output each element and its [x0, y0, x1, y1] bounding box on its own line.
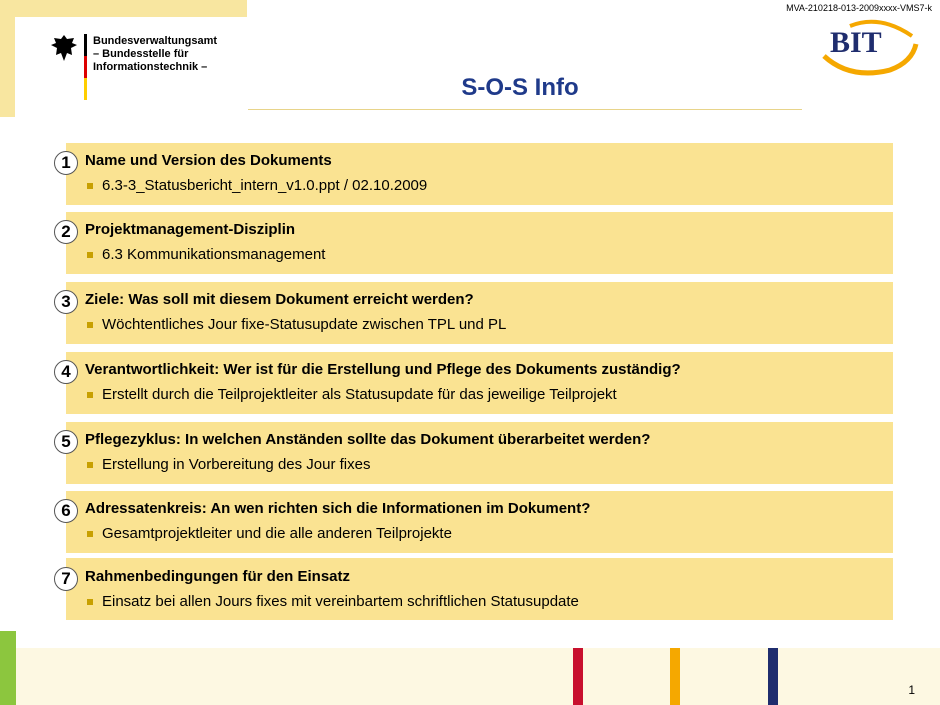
logo-line-1: Bundesverwaltungsamt	[93, 35, 218, 47]
section-heading-6: Adressatenkreis: An wen richten sich die Informationen im Dokument?	[85, 500, 591, 517]
section-number-4: 4	[54, 360, 78, 384]
section-heading-1: Name und Version des Dokuments	[85, 152, 332, 169]
footer-blue-bar	[768, 648, 778, 705]
section-number-7: 7	[54, 567, 78, 591]
section-heading-7: Rahmenbedingungen für den Einsatz	[85, 568, 351, 585]
bullet-icon	[87, 531, 93, 537]
page-number: 1	[908, 683, 915, 697]
bullet-icon	[87, 599, 93, 605]
left-accent-strip	[0, 0, 15, 117]
footer-band	[16, 648, 940, 705]
logo-line-3: Informationstechnik –	[93, 61, 208, 73]
section-number-1: 1	[54, 151, 78, 175]
section-detail-1: 6.3-3_Statusbericht_intern_v1.0.ppt / 02.10.2009	[102, 177, 428, 194]
bit-logo-text: BIT	[830, 26, 882, 59]
bullet-icon	[87, 183, 93, 189]
document-reference: MVA-210218-013-2009xxxx-VMS7-k	[786, 3, 932, 13]
footer-orange-bar	[670, 648, 680, 705]
bullet-icon	[87, 322, 93, 328]
bit-logo	[820, 18, 920, 78]
section-heading-3: Ziele: Was soll mit diesem Dokument erreicht werden?	[85, 291, 474, 308]
section-detail-7: Einsatz bei allen Jours fixes mit vereinbartem schriftlichen Statusupdate	[102, 593, 579, 610]
german-flag-bar	[84, 34, 87, 100]
section-detail-5: Erstellung in Vorbereitung des Jour fixes	[102, 456, 371, 473]
agency-logo-text	[93, 35, 217, 74]
section-heading-4: Verantwortlichkeit: Wer ist für die Erstellung und Pflege des Dokuments zuständig?	[85, 361, 681, 378]
section-detail-4: Erstellt durch die Teilprojektleiter als Statusupdate für das jeweilige Teilprojekt	[102, 386, 617, 403]
section-heading-5: Pflegezyklus: In welchen Anständen sollte das Dokument überarbeitet werden?	[85, 431, 651, 448]
page-title: S-O-S Info	[461, 74, 579, 101]
bullet-icon	[87, 252, 93, 258]
federal-eagle-icon	[50, 33, 78, 63]
section-number-6: 6	[54, 499, 78, 523]
footer-red-bar	[573, 648, 583, 705]
section-number-2: 2	[54, 220, 78, 244]
bullet-icon	[87, 392, 93, 398]
top-accent-strip	[15, 0, 247, 17]
logo-line-2: – Bundesstelle für	[93, 48, 189, 60]
section-number-5: 5	[54, 430, 78, 454]
section-detail-6: Gesamtprojektleiter und die alle anderen Teilprojekte	[102, 525, 452, 542]
section-heading-2: Projektmanagement-Disziplin	[85, 221, 296, 238]
section-detail-3: Wöchtentliches Jour fixe-Statusupdate zwischen TPL und PL	[102, 316, 507, 333]
section-detail-2: 6.3 Kommunikationsmanagement	[102, 246, 326, 263]
bottom-green-strip	[0, 631, 16, 705]
bullet-icon	[87, 462, 93, 468]
section-number-3: 3	[54, 290, 78, 314]
title-divider	[248, 109, 802, 110]
